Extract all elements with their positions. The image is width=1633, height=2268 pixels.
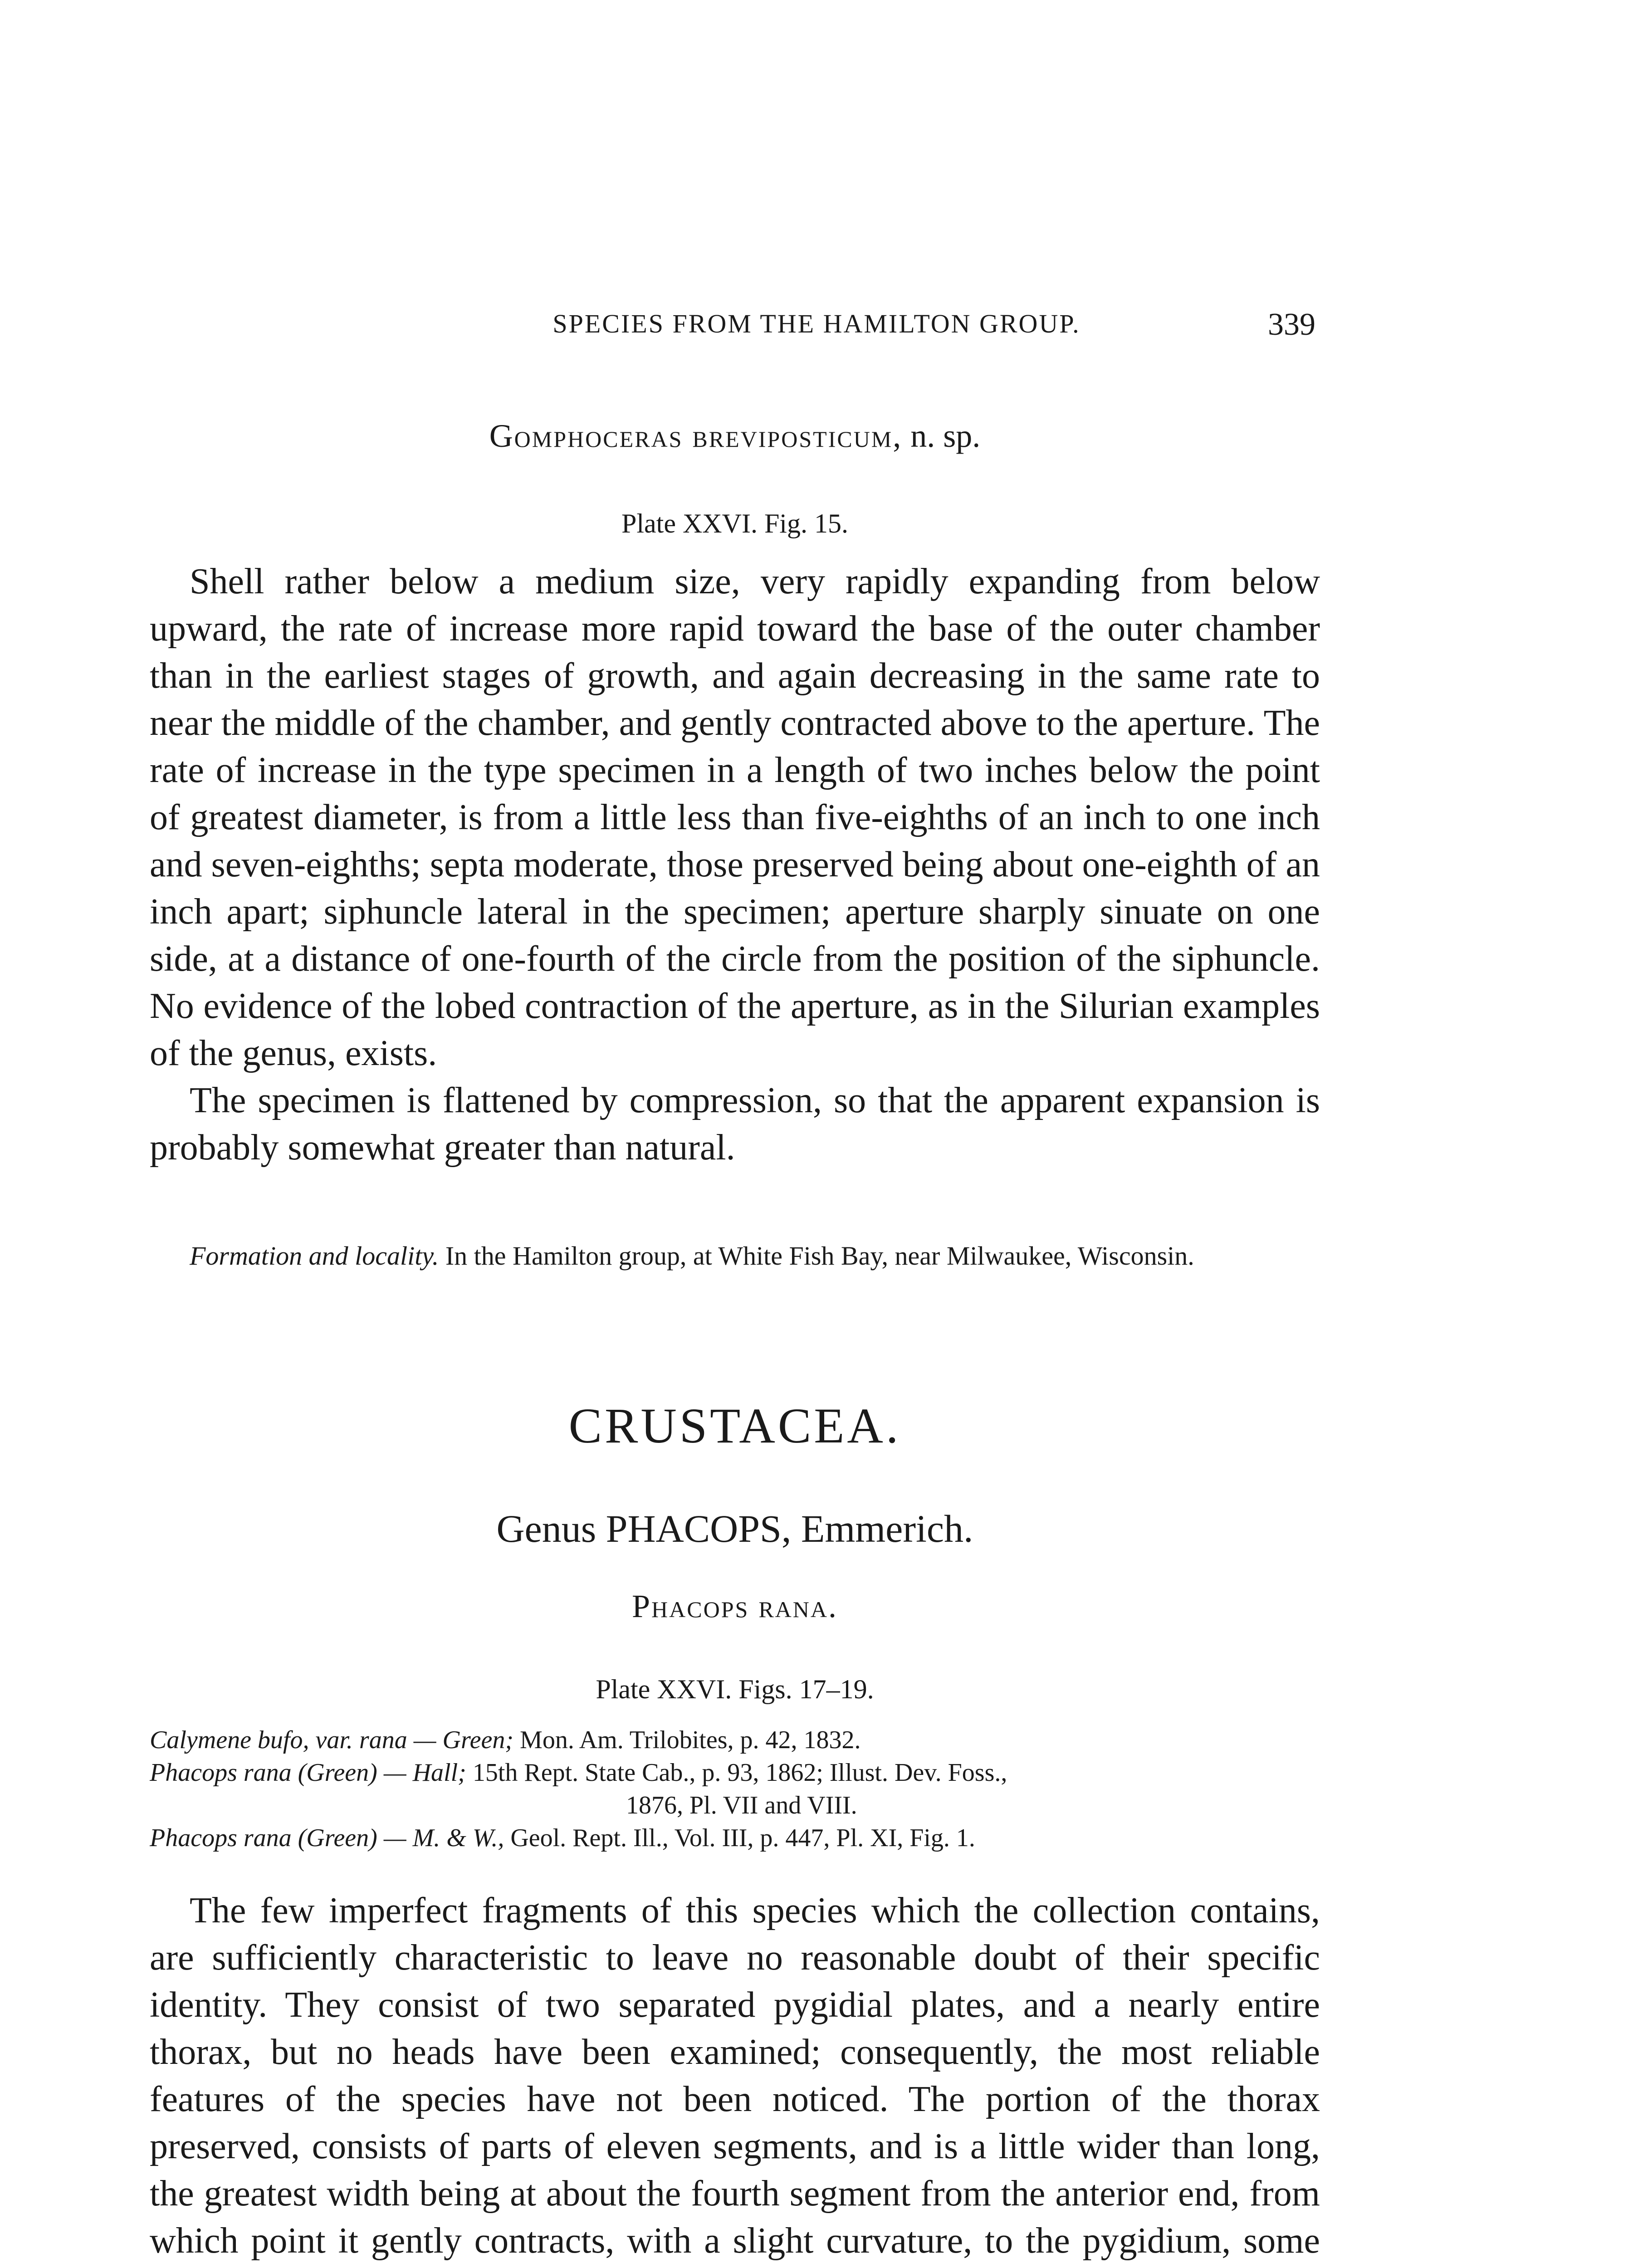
locality-text: In the Hamilton group, at White Fish Bay, near Milwaukee, Wisconsin. <box>445 1241 1194 1271</box>
locality-label: Formation and locality. <box>190 1241 439 1271</box>
synonymy-entry: Phacops rana (Green) — M. & W., Geol. Rept. Ill., Vol. III, p. 447, Pl. XI, Fig. 1. <box>150 1824 975 1852</box>
synonymy-entry: Calymene bufo, var. rana — Green; Mon. Am. Trilobites, p. 42, 1832. <box>150 1726 861 1754</box>
formation-locality <box>150 1238 1320 1274</box>
species-heading-phacops: Phacops rana. <box>631 1588 838 1624</box>
species-description <box>150 558 1320 1171</box>
description-paragraph: The specimen is flattened by compression, so that the apparent expansion is probably somewhat greater than natural. <box>150 1080 1320 1168</box>
section-title: CRUSTACEA. <box>568 1398 901 1453</box>
synonymy-list <box>150 1724 1320 1854</box>
plate-reference: Plate XXVI. Figs. 17–19. <box>596 1674 874 1704</box>
running-head <box>0 308 1633 349</box>
plate-reference: Plate XXVI. Fig. 15. <box>621 508 848 538</box>
species-name: Gomphoceras breviposticum, <box>489 418 903 454</box>
description-paragraph: Shell rather below a medium size, very rapidly expanding from below upward, the rate of increase more rapid toward the base of the outer chamber than in the earliest stages of growth, and again decreasing in the same rate to near the middle of the chamber, and gently contracted above to the aperture. The rate of increase in the type specimen in a length of two inches below the point of greatest diameter, is from a little less than five-eighths of an inch to one inch and seven-eighths; septa moderate, those preserved being about one-eighth of an inch apart; siphuncle lateral in the specimen; aperture sharply sinuate on one side, at a distance of one-fourth of the circle from the position of the siphuncle. No evidence of the lobed contraction of the aperture, as in the Silurian examples of the genus, exists. <box>150 562 1320 1073</box>
running-title: SPECIES FROM THE HAMILTON GROUP. <box>552 309 1081 338</box>
species-suffix: n. sp. <box>910 418 981 454</box>
synonymy-entry: Phacops rana (Green) — Hall; 15th Rept. State Cab., p. 93, 1862; Illust. Dev. Foss., <box>150 1759 1007 1787</box>
genus-title: Genus PHACOPS, Emmerich. <box>496 1507 973 1550</box>
page-number: 339 <box>1268 307 1315 342</box>
description-paragraph: The few imperfect fragments of this species which the collection contains, are sufficiently characteristic to leave no reasonable doubt of their specific identity. They consist of two separated pygidial plates, and a nearly entire thorax, but no heads have been examined; consequently, the most reliable features of the species have not been noticed. The portion of the thorax preserved, consists of parts of eleven segments, and is a little wider than long, the greatest width being at about the fourth segment from the anterior end, from which point it gently contracts, with a slight curvature, to the pygidium, some <box>150 1891 1320 2261</box>
synonymy-entry-continuation: 1876, Pl. VII and VIII. <box>626 1791 857 1819</box>
phacops-description <box>150 1887 1320 2268</box>
species-heading-gomphoceras <box>150 417 1320 455</box>
